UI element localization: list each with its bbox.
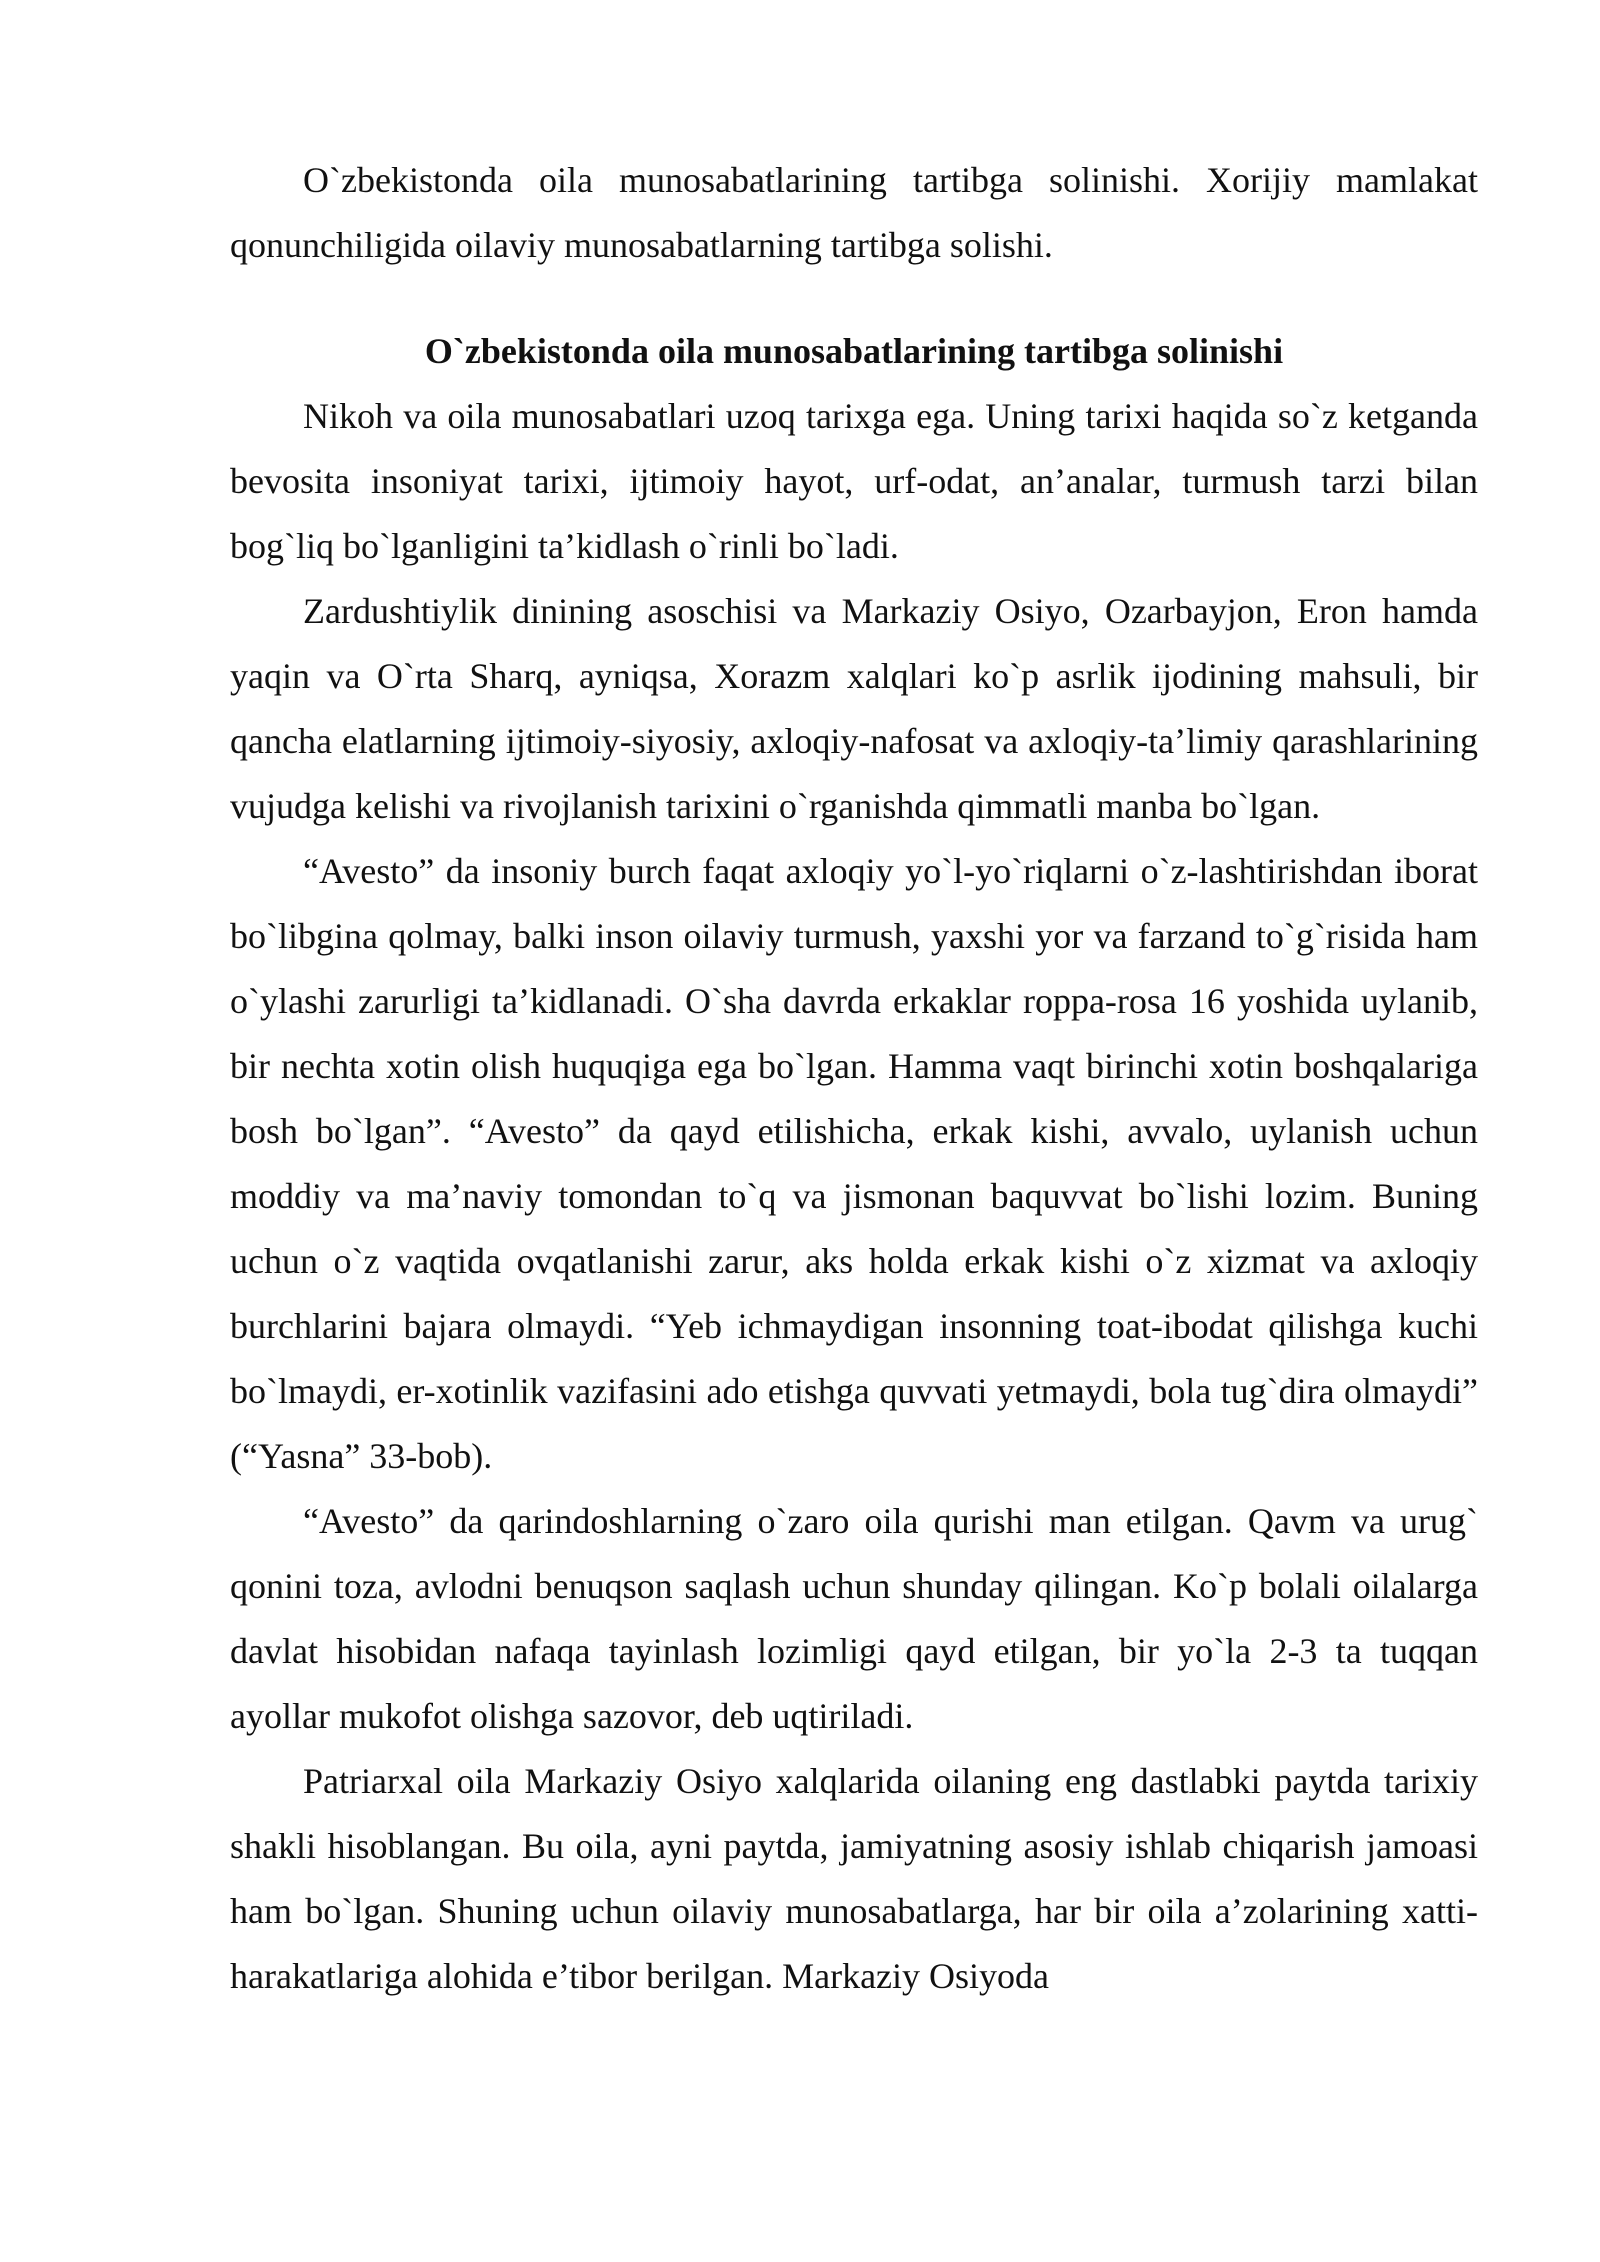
body-paragraph: Nikoh va oila munosabatlari uzoq tarixga ega. Uning tarixi haqida so`z ketganda bevosita insoniyat tarixi, ijtimoiy hayot, urf-odat, an’analar, turmush tarzi bilan bog`liq bo`lganligini ta’kidlash o`rinli bo`ladi. (230, 396, 1478, 566)
intro-paragraph: O`zbekistonda oila munosabatlarining tartibga solinishi. Xorijiy mamlakat qonunchiligida oilaviy munosabatlarning tartibga solishi. (230, 160, 1478, 265)
body-paragraph: “Avesto” da insoniy burch faqat axloqiy yo`l-yo`riqlarni o`z-lashtirishdan iborat bo`libgina qolmay, balki inson oilaviy turmush, yaxshi yor va farzand to`g`risida ham o`ylashi zarurligi ta’kidlanadi. O`sha davrda erkaklar roppa-rosa 16 yoshida uylanib, bir nechta xotin olish huquqiga ega bo`lgan. Hamma vaqt birinchi xotin boshqalariga bosh bo`lgan”. “Avesto” da qayd etilishicha, erkak kishi, avvalo, uylanish uchun moddiy va ma’naviy tomondan to`q va jismonan baquvvat bo`lishi lozim. Buning uchun o`z vaqtida ovqatlanishi zarur, aks holda erkak kishi o`z xizmat va axloqiy burchlarini bajara olmaydi. “Yeb ichmaydigan insonning toat-ibodat qilishga kuchi bo`lmaydi, er-xotinlik vazifasini ado etishga quvvati yetmaydi, bola tug`dira olmaydi” (“Yasna” 33-bob). (230, 851, 1478, 1476)
section-title: O`zbekistonda oila munosabatlarining tartibga solinishi (424, 331, 1284, 371)
body-paragraph: Zardushtiylik dinining asoschisi va Markaziy Osiyo, Ozarbayjon, Eron hamda yaqin va O`rta Sharq, ayniqsa, Xorazm xalqlari ko`p asrlik ijodining mahsuli, bir qancha elatlarning ijtimoiy-siyosiy, axloqiy-nafosat va axloqiy-ta’limiy qarashlarining vujudga kelishi va rivojlanish tarixini o`rganishda qimmatli manba bo`lgan. (230, 591, 1478, 826)
body-paragraph: “Avesto” da qarindoshlarning o`zaro oila qurishi man etilgan. Qavm va urug` qonini toza, avlodni benuqson saqlash uchun shunday qilingan. Ko`p bolali oilalarga davlat hisobidan nafaqa tayinlash lozimligi qayd etilgan, bir yo`la 2-3 ta tuqqan ayollar mukofot olishga sazovor, deb uqtiriladi. (230, 1501, 1478, 1736)
body-paragraph: Patriarxal oila Markaziy Osiyo xalqlarida oilaning eng dastlabki paytda tarixiy shakli hisoblangan. Bu oila, ayni paytda, jamiyatning asosiy ishlab chiqarish jamoasi ham bo`lgan. Shuning uchun oilaviy munosabatlarga, har bir oila a’zolarining xatti-harakatlariga alohida e’tibor berilgan. Markaziy Osiyoda (230, 1761, 1478, 1996)
